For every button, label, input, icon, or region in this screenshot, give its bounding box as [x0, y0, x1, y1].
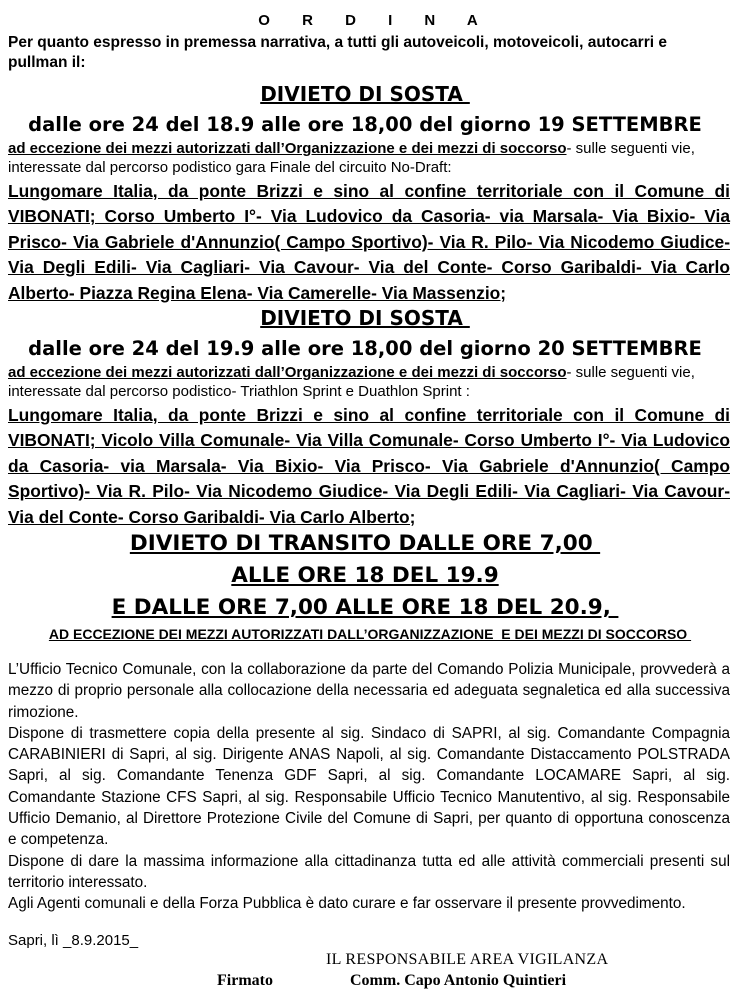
dalle-ore-line-1: dalle ore 24 del 18.9 alle ore 18,00 del giorno 19 SETTEMBRE	[28, 113, 702, 136]
body-paragraph: L’Ufficio Tecnico Comunale, con la collaborazione da parte del Comando Polizia Municipale, provvederà a mezzo di proprio personale alla collocazione della necessaria ed adeguata segnaletica ed alla successiva rimozione.	[8, 661, 730, 721]
body-paragraph: Agli Agenti comunali e della Forza Pubblica è dato curare e far osservare il presente provvedimento.	[8, 895, 686, 913]
body-paragraph: Dispone di dare la massima informazione alla cittadinanza tutta ed alle attività commerciali presenti sul territorio interessato.	[8, 852, 730, 891]
signature-title: IL RESPONSABILE AREA VIGILANZA	[326, 951, 609, 968]
ordina-heading: O R D I N A	[258, 12, 492, 29]
transit-ban-line-2: ALLE ORE 18 DEL 19.9	[231, 563, 499, 588]
streets-list-2: Lungomare Italia, da ponte Brizzi e sino al confine territoriale con il Comune di VIBONATI; Vicolo Villa Comunale- Via Villa Comunale- Corso Umberto I°- Via Ludovico da Casoria- via Marsala- Via Bixio- Via Prisco- Via Gabriele d'Annunzio( Campo Sportivo)- Via R. Pilo- Via Nicodemo Giudice- Via Degli Edili- Via Cagliari- Via Cavour- Via del Conte- Corso Garibaldi- Via Carlo Alberto;	[8, 405, 730, 527]
body-paragraph: Dispone di trasmettere copia della presente al sig. Sindaco di SAPRI, al sig. Comandante Compagnia CARABINIERI di Sapri, al sig. Dirigente ANAS Napoli, al sig. Comandante Distaccamento POLSTRADA Sapri, al sig. Comandante Tenenza GDF Sapri, al sig. Comandante LOCAMARE Sapri, al sig. Comandante Stazione CFS Sapri, al sig. Responsabile Ufficio Tecnico Manutentivo, al sig. Responsabile Ufficio Demanio, al Direttore Protezione Civile del Comune di Sapri, per quanto di opportuna conoscenza e competenza.	[8, 724, 730, 849]
transit-exception: AD ECCEZIONE DEI MEZZI AUTORIZZATI DALL’ORGANIZZAZIONE E DEI MEZZI DI SOCCORSO	[48, 626, 692, 642]
exception-paragraph-2	[8, 363, 738, 401]
intro-paragraph: Per quanto espresso in premessa narrativa, a tutti gli autoveicoli, motoveicoli, autocarri e pullman il:	[8, 34, 667, 71]
divieto-sosta-heading-1: DIVIETO DI SOSTA	[260, 82, 470, 106]
transit-ban-line-1: DIVIETO DI TRANSITO DALLE ORE 7,00	[129, 531, 601, 556]
exception-rest-2: - sulle seguenti vie, interessate dal percorso podistico- Triathlon Sprint e Duathlon Sprint :	[8, 364, 695, 400]
divieto-sosta-heading-2: DIVIETO DI SOSTA	[260, 306, 470, 330]
exception-paragraph-1	[8, 139, 738, 177]
signature-name: Comm. Capo Antonio Quintieri	[350, 972, 567, 989]
streets-list-1: Lungomare Italia, da ponte Brizzi e sino al confine territoriale con il Comune di VIBONATI; Corso Umberto I°- Via Ludovico da Casoria- via Marsala- Via Bixio- Via Prisco- Via Gabriele d'Annunzio( Campo Sportivo)- Via R. Pilo- Via Nicodemo Giudice- Via Degli Edili- Via Cagliari- Via Cavour- Via del Conte- Corso Garibaldi- Via Carlo Alberto- Piazza Regina Elena- Via Camerelle- Via Massenzio;	[8, 181, 730, 303]
signature-date: Sapri, lì _8.9.2015_	[8, 932, 139, 949]
exception-underlined-1: ad eccezione dei mezzi autorizzati dall’Organizzazione e dei mezzi di soccorso	[8, 140, 567, 157]
body-paragraphs	[8, 659, 730, 915]
dalle-ore-line-2: dalle ore 24 del 19.9 alle ore 18,00 del giorno 20 SETTEMBRE	[28, 337, 702, 360]
transit-ban-line-3: E DALLE ORE 7,00 ALLE ORE 18 DEL 20.9,	[111, 595, 619, 620]
exception-underlined-2: ad eccezione dei mezzi autorizzati dall’Organizzazione e dei mezzi di soccorso	[8, 364, 567, 381]
exception-rest-1: - sulle seguenti vie, interessate dal percorso podistico gara Finale del circuito No-Draft:	[8, 140, 695, 176]
signature-firmato: Firmato	[217, 972, 273, 989]
